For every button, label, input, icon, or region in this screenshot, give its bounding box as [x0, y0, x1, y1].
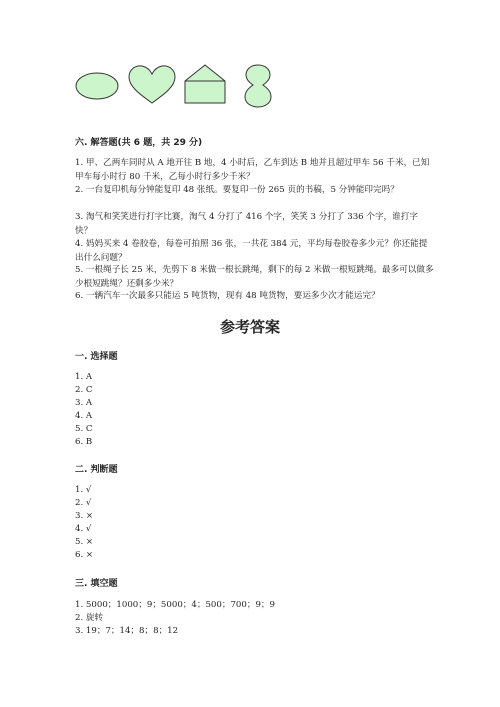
answer-item: 3. ×: [75, 511, 94, 521]
answer-key-title: 参考答案: [219, 318, 280, 336]
answer-list: [75, 371, 93, 449]
heart-shape: [129, 66, 175, 103]
question: 6. 一辆汽车一次最多只能运 5 吨货物，现有 48 吨货物，要运多少次才能运完？: [75, 291, 380, 301]
answer-item: 4. A: [75, 411, 93, 421]
answer-item: 3. 19；7；14；8；8；12: [75, 626, 179, 636]
answer-item: 6. B: [75, 437, 93, 447]
house-shape: [185, 65, 225, 103]
answer-list: [75, 484, 93, 562]
answer-item: 4. √: [75, 524, 92, 534]
answer-item: 2. 旋转: [75, 613, 104, 623]
question: 1. 甲、乙两车同时从 A 地开往 B 地，4 小时后，乙车到达 B 地并且超过甲车 56 千米，已知甲车每小时行 80 千米，乙每小时行多少千米？: [75, 158, 430, 182]
answer-list: [75, 599, 275, 638]
answer-item: 6. ×: [75, 550, 94, 560]
answer-item: 5. C: [75, 424, 93, 434]
answer-item: 3. A: [75, 398, 93, 408]
figure-eight-shape: [245, 65, 271, 107]
answer-item: 2. C: [75, 385, 93, 395]
section-title: 二. 判断题: [75, 465, 118, 475]
answer-item: 1. √: [75, 485, 92, 495]
answer-item: 5. ×: [75, 537, 94, 547]
ellipse-shape: [76, 73, 118, 99]
shape-figures: [74, 62, 284, 110]
question: 2. 一台复印机每分钟能复印 48 张纸。要复印一份 265 页的书稿，5 分钟能印完吗？: [75, 185, 399, 195]
section-title: 一. 选择题: [75, 352, 118, 362]
question: 5. 一根绳子长 25 米，先剪下 8 米做一根长跳绳，剩下的每 2 米做一根短跳绳。最多可以做多少根短跳绳？还剩多少米？: [75, 265, 434, 289]
section-title: 六. 解答题(共 6 题，共 29 分): [75, 138, 203, 148]
question: 3. 淘气和笑笑进行打字比赛，淘气 4 分打了 416 个字，笑笑 3 分打了 336 个字，谁打字快？: [75, 212, 418, 236]
answer-item: 2. √: [75, 498, 92, 508]
answer-item: 1. A: [75, 372, 93, 382]
question: 4. 妈妈买来 4 卷胶卷，每卷可拍照 36 张，一共花 384 元，平均每卷胶卷多少元？你还能提出什么问题？: [75, 239, 428, 263]
answer-item: 1. 5000；1000；9；5000；4；500；700；9；9: [75, 600, 275, 610]
section-title: 三. 填空题: [75, 579, 118, 589]
